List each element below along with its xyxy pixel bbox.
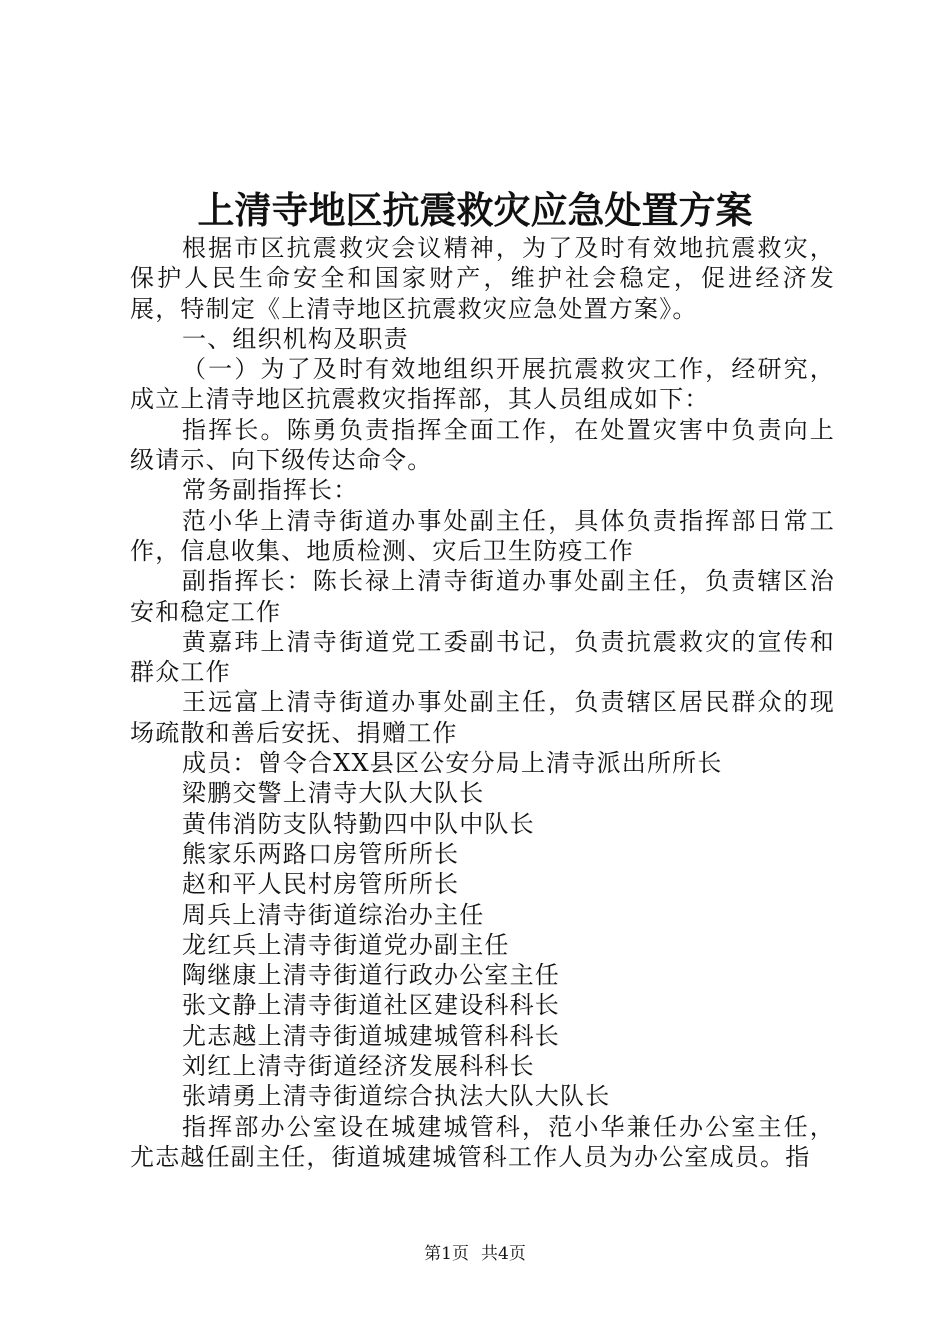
- member-line: 尤志越上清寺街道城建城管科科长: [182, 1021, 560, 1050]
- member-line: 周兵上清寺街道综治办主任: [182, 900, 485, 929]
- page-number: 第1页: [424, 1244, 469, 1264]
- member-line: 黄伟消防支队特勤四中队中队长: [182, 809, 535, 838]
- page-footer: [0, 1242, 950, 1266]
- paragraph: 范小华上清寺街道办事处副主任，具体负责指挥部日常工作，信息收集、地质检测、灾后卫生防疫工作: [130, 506, 835, 565]
- member-line: 刘红上清寺街道经济发展科科长: [182, 1052, 535, 1081]
- member-line: 龙红兵上清寺街道党办副主任: [182, 930, 510, 959]
- member-line: 张文静上清寺街道社区建设科科长: [182, 991, 560, 1020]
- member-line: 张靖勇上清寺街道综合执法大队大队长: [182, 1082, 611, 1111]
- member-line: 熊家乐两路口房管所所长: [182, 839, 460, 868]
- document-body: [130, 233, 835, 1172]
- document-title: 上清寺地区抗震救灾应急处置方案: [197, 188, 753, 232]
- paragraph: 根据市区抗震救灾会议精神，为了及时有效地抗震救灾，保护人民生命安全和国家财产，维护社会稳定，促进经济发展，特制定《上清寺地区抗震救灾应急处置方案》。: [130, 234, 835, 323]
- member-line: 陶继康上清寺街道行政办公室主任: [182, 961, 560, 990]
- paragraph: 指挥长。陈勇负责指挥全面工作，在处置灾害中负责向上级请示、向下级传达命令。: [130, 415, 835, 475]
- page-total: 共4页: [481, 1244, 526, 1264]
- paragraph: 指挥部办公室设在城建城管科，范小华兼任办公室主任，尤志越任副主任，街道城建城管科工作人员为办公室成员。指: [130, 1112, 835, 1171]
- member-line: 成员：曾令合XX县区公安分局上清寺派出所所长: [182, 749, 723, 778]
- member-line: 赵和平人民村房管所所长: [182, 870, 460, 899]
- paragraph: 副指挥长：陈长禄上清寺街道办事处副主任，负责辖区治安和稳定工作: [130, 567, 835, 626]
- paragraph: （一）为了及时有效地组织开展抗震救灾工作，经研究，成立上清寺地区抗震救灾指挥部，其人员组成如下：: [130, 355, 835, 414]
- section-heading: 一、组织机构及职责: [182, 324, 409, 353]
- member-line: 梁鹏交警上清寺大队大队长: [182, 779, 485, 808]
- paragraph: 常务副指挥长：: [182, 476, 359, 505]
- paragraph: 黄嘉玮上清寺街道党工委副书记，负责抗震救灾的宣传和群众工作: [130, 627, 835, 687]
- paragraph: 王远富上清寺街道办事处副主任，负责辖区居民群众的现场疏散和善后安抚、捐赠工作: [130, 688, 835, 747]
